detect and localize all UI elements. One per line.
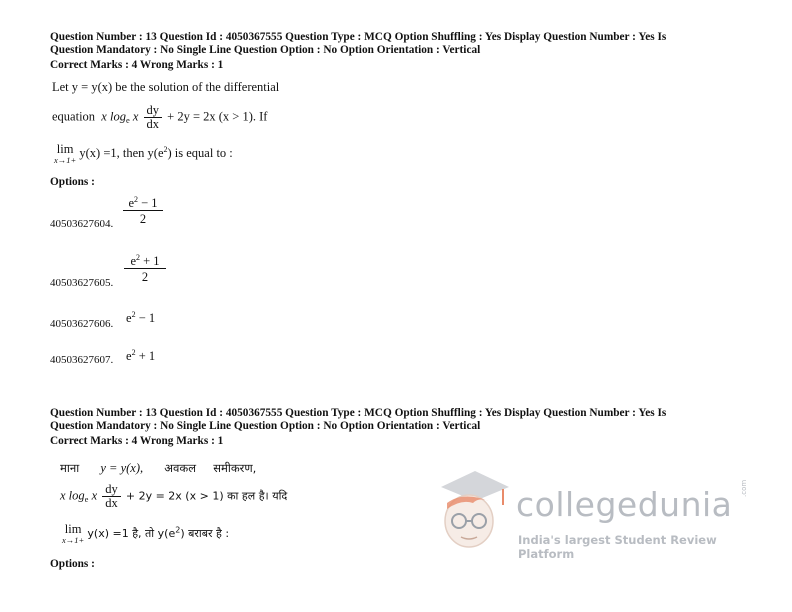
brand-name: collegedunia (516, 485, 733, 524)
opt3-sup: 2 (131, 310, 136, 319)
h-eq-sub: e (84, 494, 89, 505)
h-lim-word: lim (64, 522, 82, 536)
eq-lhs: x log (101, 109, 126, 124)
hindi-word-mana: माना (60, 461, 80, 475)
equation-word: equation (52, 109, 96, 124)
opt1-num-b: − 1 (138, 196, 158, 211)
h-limit-operator (62, 523, 84, 545)
eq-x: x (132, 109, 139, 124)
limit-text: y(x) =1, then y(e (79, 146, 164, 161)
option-3-id: 40503627606. (50, 318, 114, 330)
header-line-2: Question Mandatory : No Single Line Question Option : No Option Orientation : Vertical (50, 44, 481, 57)
option-3-value (126, 310, 155, 326)
frac-num: dy (144, 104, 163, 118)
opt2-num-sup: 2 (136, 253, 140, 262)
hindi-limit-line (62, 523, 229, 545)
limit-sup: 2 (163, 145, 168, 154)
limit-operator (54, 143, 76, 165)
opt2-den: 2 (141, 270, 149, 285)
option-4-value (126, 348, 155, 364)
opt4-b: + 1 (135, 349, 156, 364)
h-eq-rhs: + 2y = 2x (x > 1) का हल है। यदि (125, 489, 288, 503)
eq-rhs: + 2y = 2x (x > 1). If (167, 109, 268, 124)
opt1-den: 2 (139, 212, 147, 227)
option-1-id: 40503627604. (50, 218, 114, 230)
option-2-fraction (124, 251, 166, 285)
question-equation (52, 104, 267, 131)
h-frac-den: dx (105, 496, 118, 510)
h-eq-lhs: x log (60, 488, 85, 503)
h-eq-x: x (91, 488, 98, 503)
opt2-num-b: + 1 (140, 254, 160, 269)
opt1-num-sup: 2 (134, 195, 138, 204)
marks-line: Correct Marks : 4 Wrong Marks : 1 (50, 59, 224, 71)
option-1-fraction (123, 193, 163, 227)
options-label-2: Options : (50, 558, 95, 570)
option-4-id: 40503627607. (50, 354, 114, 366)
options-label: Options : (50, 176, 95, 188)
eq-sub: e (125, 115, 130, 126)
lim-word: lim (56, 142, 74, 156)
brand-tagline: India's largest Student Review Platform (518, 533, 717, 561)
marks-line-2: Correct Marks : 4 Wrong Marks : 1 (50, 435, 224, 447)
opt1-num-a: e (128, 196, 134, 211)
h-limit-sup: 2 (175, 525, 181, 534)
hindi-word-avakal: अवकल (164, 461, 197, 475)
hindi-line-1 (60, 461, 300, 476)
opt3-b: − 1 (135, 311, 156, 326)
question-line-1: Let y = y(x) be the solution of the differential (52, 80, 280, 94)
question-header-2 (50, 407, 666, 434)
mascot-logo (433, 453, 513, 553)
hindi-word-samikaran: समीकरण, (213, 461, 257, 475)
dy-dx-fraction (144, 104, 163, 131)
header2-line-2: Question Mandatory : No Single Line Question Option : No Option Orientation : Vertical (50, 420, 481, 433)
h-limit-text: y(x) =1 है, तो y(e (87, 526, 176, 540)
opt3-a: e (126, 311, 132, 326)
hindi-equation (60, 483, 287, 510)
opt4-sup: 2 (131, 348, 136, 357)
h-lim-sub: x→1+ (62, 535, 85, 545)
option-2-id: 40503627605. (50, 277, 114, 289)
header-line-1: Question Number : 13 Question Id : 4050367555 Question Type : MCQ Option Shuffling : Yes Display Question Number : Yes Is (50, 31, 667, 43)
brand-com: .com (740, 479, 748, 497)
h-dy-dx-fraction (102, 483, 121, 510)
question-limit-line (54, 143, 233, 165)
h-frac-num: dy (102, 483, 121, 497)
header2-line-1: Question Number : 13 Question Id : 4050367555 Question Type : MCQ Option Shuffling : Yes Display Question Number : Yes Is (50, 407, 667, 419)
opt4-a: e (126, 349, 132, 364)
question-header (50, 31, 666, 58)
opt2-num-a: e (130, 254, 136, 269)
lim-sub: x→1+ (54, 155, 77, 165)
h-limit-end: ) बराबर है : (180, 526, 230, 540)
hindi-y-eq: y = y(x), (100, 461, 144, 475)
limit-end: ) is equal to : (167, 146, 233, 161)
collegedunia-watermark (433, 453, 763, 561)
frac-den: dx (146, 117, 160, 131)
